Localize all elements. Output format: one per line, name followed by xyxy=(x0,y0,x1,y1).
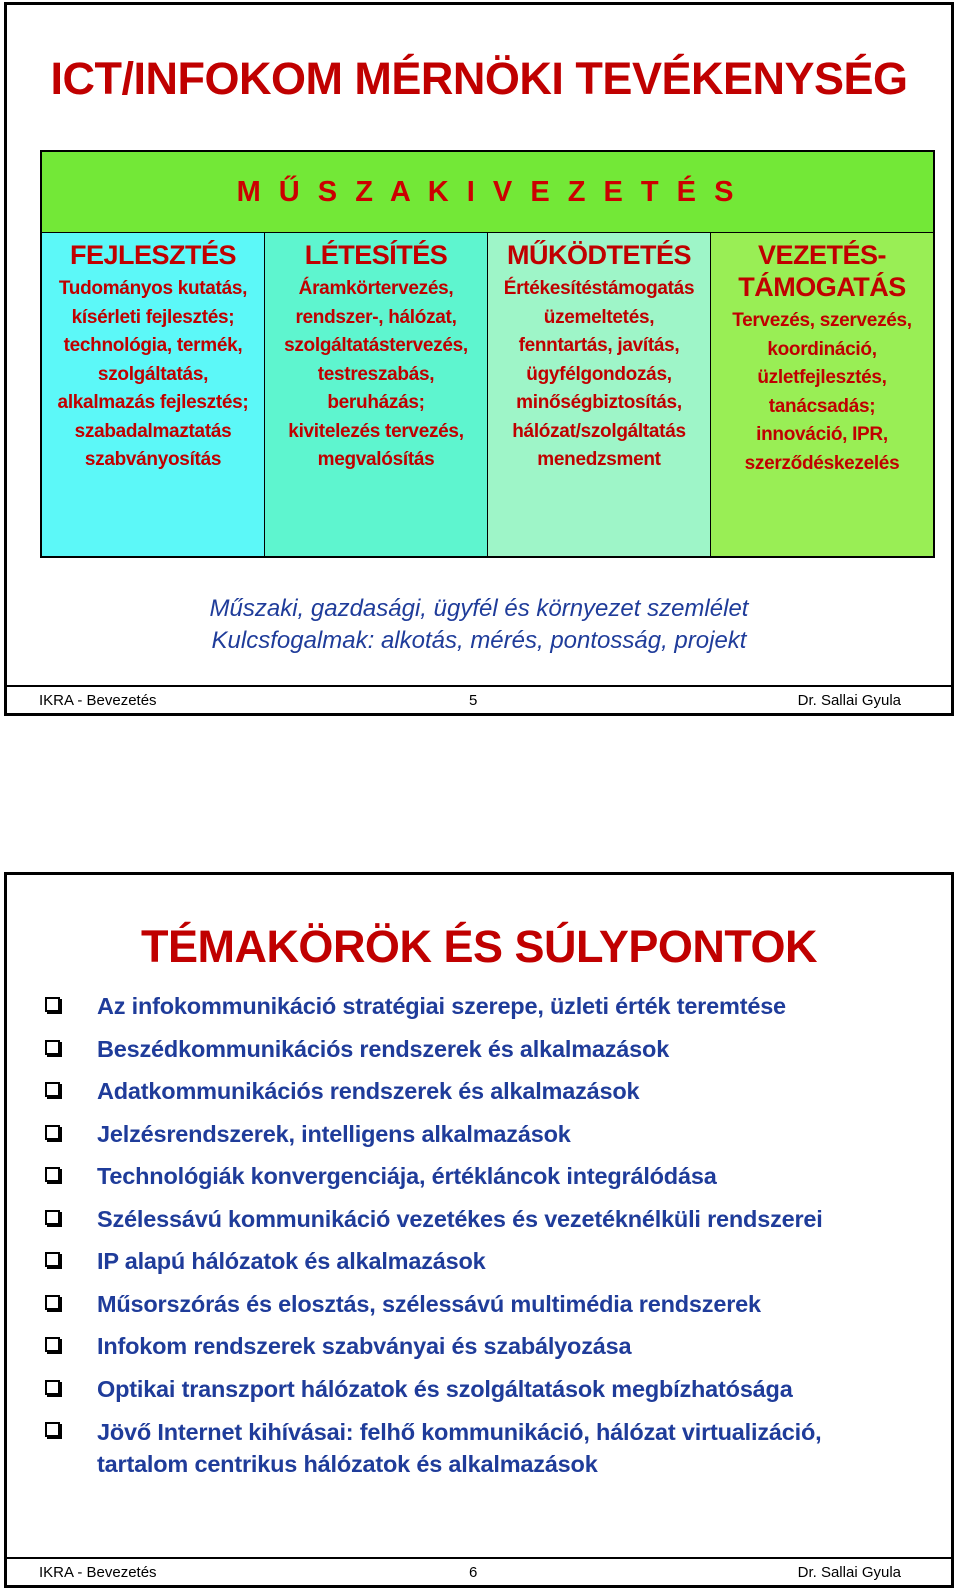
slide-5 xyxy=(4,2,954,716)
topic-text: Jelzésrendszerek, intelligens alkalmazások xyxy=(97,1120,571,1147)
checkbox-bullet-icon xyxy=(45,1167,60,1182)
column-line: szerződéskezelés xyxy=(744,452,900,474)
checkbox-bullet-icon xyxy=(45,1252,60,1267)
topic-item xyxy=(45,1374,931,1404)
column-heading-line: VEZETÉS- xyxy=(757,240,887,270)
column-line: Áramkörtervezés, xyxy=(298,278,454,299)
checkbox-bullet-icon xyxy=(45,1210,60,1225)
column-line: megvalósítás xyxy=(317,449,435,470)
topic-text: Technológiák konvergenciája, értékláncok integrálódása xyxy=(97,1163,717,1189)
column-letesites xyxy=(265,233,488,556)
column-vezetes-tamogatas xyxy=(711,233,933,556)
topic-text: Az infokommunikáció stratégiai szerepe, üzleti érték teremtése xyxy=(97,993,786,1019)
column-line: Tudományos kutatás, xyxy=(58,278,248,299)
slide-footer xyxy=(7,685,951,713)
topic-item xyxy=(45,1034,931,1064)
column-line: technológia, termék, xyxy=(63,335,243,356)
topic-text: Adatkommunikációs rendszerek és alkalmazások xyxy=(97,1078,640,1104)
checkbox-bullet-icon xyxy=(45,1125,60,1140)
footer-author: Dr. Sallai Gyula xyxy=(797,1564,901,1581)
topic-text: Szélessávú kommunikáció vezetékes és vezetéknélküli rendszerei xyxy=(97,1205,823,1232)
column-line: hálózat/szolgáltatás xyxy=(512,420,686,442)
column-line: üzemeltetés, xyxy=(543,306,655,328)
checkbox-bullet-icon xyxy=(45,1422,60,1437)
perspective-note: Műszaki, gazdasági, ügyfél és környezet szemlélet xyxy=(209,595,749,622)
topic-item xyxy=(45,1289,931,1319)
topic-item xyxy=(45,1416,931,1480)
topic-list xyxy=(45,991,931,1493)
column-heading xyxy=(711,239,933,303)
topic-item xyxy=(45,991,931,1021)
column-line: tanácsadás; xyxy=(768,395,876,417)
column-line: innováció, IPR, xyxy=(756,424,888,445)
column-heading: FEJLESZTÉS xyxy=(69,240,237,270)
topic-text-line: tartalom centrikus hálózatok és alkalmazások xyxy=(97,1451,598,1477)
checkbox-bullet-icon xyxy=(45,1380,60,1395)
column-line: minőségbiztosítás, xyxy=(516,392,682,413)
column-body xyxy=(488,275,710,475)
column-line: koordináció, xyxy=(767,338,877,360)
footer-course: IKRA - Bevezetés xyxy=(39,692,157,709)
key-concepts-note: Kulcsfogalmak: alkotás, mérés, pontosság, projekt xyxy=(211,627,747,654)
column-body xyxy=(42,275,264,475)
column-mukodtetes xyxy=(488,233,711,556)
topic-item xyxy=(45,1246,931,1276)
topic-item xyxy=(45,1076,931,1106)
topic-text-line: Jövő Internet kihívásai: felhő kommunikáció, hálózat virtualizáció, xyxy=(97,1419,822,1445)
column-line: fenntartás, javítás, xyxy=(518,335,680,356)
checkbox-bullet-icon xyxy=(45,1082,60,1097)
slide-6 xyxy=(4,872,954,1588)
column-line: szabadalmaztatás xyxy=(74,420,232,442)
column-line: kivitelezés tervezés, xyxy=(288,420,464,442)
column-line: kísérleti fejlesztés; xyxy=(71,306,235,328)
activity-columns xyxy=(40,232,935,558)
slide-title: TÉMAKÖRÖK ÉS SÚLYPONTOK xyxy=(140,921,818,972)
column-line: üzletfejlesztés, xyxy=(757,367,887,388)
topic-item xyxy=(45,1331,931,1361)
column-heading-line: TÁMOGATÁS xyxy=(738,272,906,302)
topic-text: Beszédkommunikációs rendszerek és alkalmazások xyxy=(97,1035,670,1062)
column-heading: LÉTESÍTÉS xyxy=(304,240,448,270)
footer-author: Dr. Sallai Gyula xyxy=(797,692,901,709)
topic-text: IP alapú hálózatok és alkalmazások xyxy=(97,1248,486,1274)
topic-item xyxy=(45,1204,931,1234)
column-line: menedzsment xyxy=(537,449,661,470)
column-line: testreszabás, xyxy=(317,363,435,385)
checkbox-bullet-icon xyxy=(45,1337,60,1352)
topic-text: Műsorszórás és elosztás, szélessávú multimédia rendszerek xyxy=(97,1290,761,1317)
column-body xyxy=(711,307,933,478)
slide-title: ICT/INFOKOM MÉRNÖKI TEVÉKENYSÉG xyxy=(50,53,908,104)
topic-item xyxy=(45,1161,931,1191)
checkbox-bullet-icon xyxy=(45,1295,60,1310)
column-line: szabványosítás xyxy=(84,449,222,470)
slide-footer xyxy=(7,1557,951,1585)
footer-course: IKRA - Bevezetés xyxy=(39,1564,157,1581)
column-line: Értékesítéstámogatás xyxy=(503,278,695,299)
banner-muszaki-vezetes: M Ű S Z A K I V E Z E T É S xyxy=(40,150,935,232)
column-line: rendszer-, hálózat, xyxy=(295,306,457,328)
column-heading: MŰKÖDTETÉS xyxy=(507,240,691,270)
topic-text: Infokom rendszerek szabványai és szabályozása xyxy=(97,1333,632,1359)
footer-page-number: 6 xyxy=(469,1564,478,1581)
column-line: szolgáltatás, xyxy=(97,363,209,385)
column-line: ügyfélgondozás, xyxy=(526,363,672,385)
column-line: beruházás; xyxy=(327,392,425,413)
footer-page-number: 5 xyxy=(469,692,478,709)
topic-item xyxy=(45,1119,931,1149)
checkbox-bullet-icon xyxy=(45,1040,60,1055)
column-fejlesztes xyxy=(42,233,265,556)
checkbox-bullet-icon xyxy=(45,997,60,1012)
column-line: Tervezés, szervezés, xyxy=(732,310,912,331)
column-body xyxy=(265,275,487,475)
column-line: szolgáltatástervezés, xyxy=(284,335,468,356)
topic-text: Optikai transzport hálózatok és szolgáltatások megbízhatósága xyxy=(97,1375,793,1402)
column-line: alkalmazás fejlesztés; xyxy=(57,392,249,413)
